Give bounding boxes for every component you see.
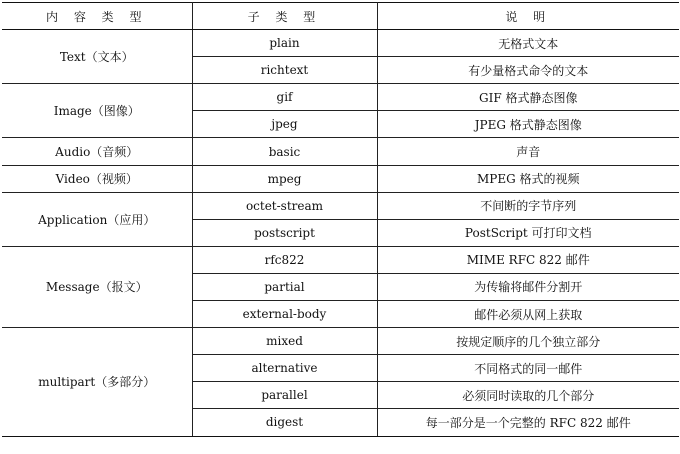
header-row bbox=[2, 3, 679, 30]
subtype-cell: parallel bbox=[192, 382, 377, 409]
subtype-cell: jpeg bbox=[192, 111, 377, 138]
content-type-cell: Text（文本） bbox=[2, 30, 192, 84]
content-type-cell: Video（视频） bbox=[2, 165, 192, 192]
table-row bbox=[2, 138, 679, 165]
table-row bbox=[2, 328, 679, 355]
description-cell: 不同格式的同一邮件 bbox=[377, 355, 679, 382]
subtype-cell: partial bbox=[192, 273, 377, 300]
subtype-cell: alternative bbox=[192, 355, 377, 382]
description-cell: 无格式文本 bbox=[377, 30, 679, 57]
subtype-cell: mpeg bbox=[192, 165, 377, 192]
subtype-cell: external-body bbox=[192, 301, 377, 328]
table-row bbox=[2, 165, 679, 192]
subtype-cell: rfc822 bbox=[192, 246, 377, 273]
table-row bbox=[2, 30, 679, 57]
description-cell: 邮件必须从网上获取 bbox=[377, 301, 679, 328]
table-row bbox=[2, 246, 679, 273]
description-cell: MIME RFC 822 邮件 bbox=[377, 246, 679, 273]
header-subtype: 子 类 型 bbox=[192, 3, 377, 30]
table-body bbox=[2, 30, 679, 436]
description-cell: 不间断的字节序列 bbox=[377, 192, 679, 219]
header-content-type: 内 容 类 型 bbox=[2, 3, 192, 30]
subtype-cell: basic bbox=[192, 138, 377, 165]
content-type-cell: Application（应用） bbox=[2, 192, 192, 246]
subtype-cell: mixed bbox=[192, 328, 377, 355]
subtype-cell: digest bbox=[192, 409, 377, 436]
content-type-cell: multipart（多部分） bbox=[2, 328, 192, 436]
description-cell: JPEG 格式静态图像 bbox=[377, 111, 679, 138]
description-cell: 必须同时读取的几个部分 bbox=[377, 382, 679, 409]
description-cell: 每一部分是一个完整的 RFC 822 邮件 bbox=[377, 409, 679, 436]
description-cell: MPEG 格式的视频 bbox=[377, 165, 679, 192]
subtype-cell: plain bbox=[192, 30, 377, 57]
description-cell: 按规定顺序的几个独立部分 bbox=[377, 328, 679, 355]
mime-types-table bbox=[2, 2, 679, 437]
table-row bbox=[2, 84, 679, 111]
subtype-cell: gif bbox=[192, 84, 377, 111]
description-cell: 声音 bbox=[377, 138, 679, 165]
description-cell: PostScript 可打印文档 bbox=[377, 219, 679, 246]
subtype-cell: postscript bbox=[192, 219, 377, 246]
content-type-cell: Audio（音频） bbox=[2, 138, 192, 165]
content-type-cell: Image（图像） bbox=[2, 84, 192, 138]
content-type-cell: Message（报文） bbox=[2, 246, 192, 327]
description-cell: 有少量格式命令的文本 bbox=[377, 57, 679, 84]
description-cell: GIF 格式静态图像 bbox=[377, 84, 679, 111]
description-cell: 为传输将邮件分割开 bbox=[377, 273, 679, 300]
subtype-cell: octet-stream bbox=[192, 192, 377, 219]
table-row bbox=[2, 192, 679, 219]
header-description: 说 明 bbox=[377, 3, 679, 30]
subtype-cell: richtext bbox=[192, 57, 377, 84]
